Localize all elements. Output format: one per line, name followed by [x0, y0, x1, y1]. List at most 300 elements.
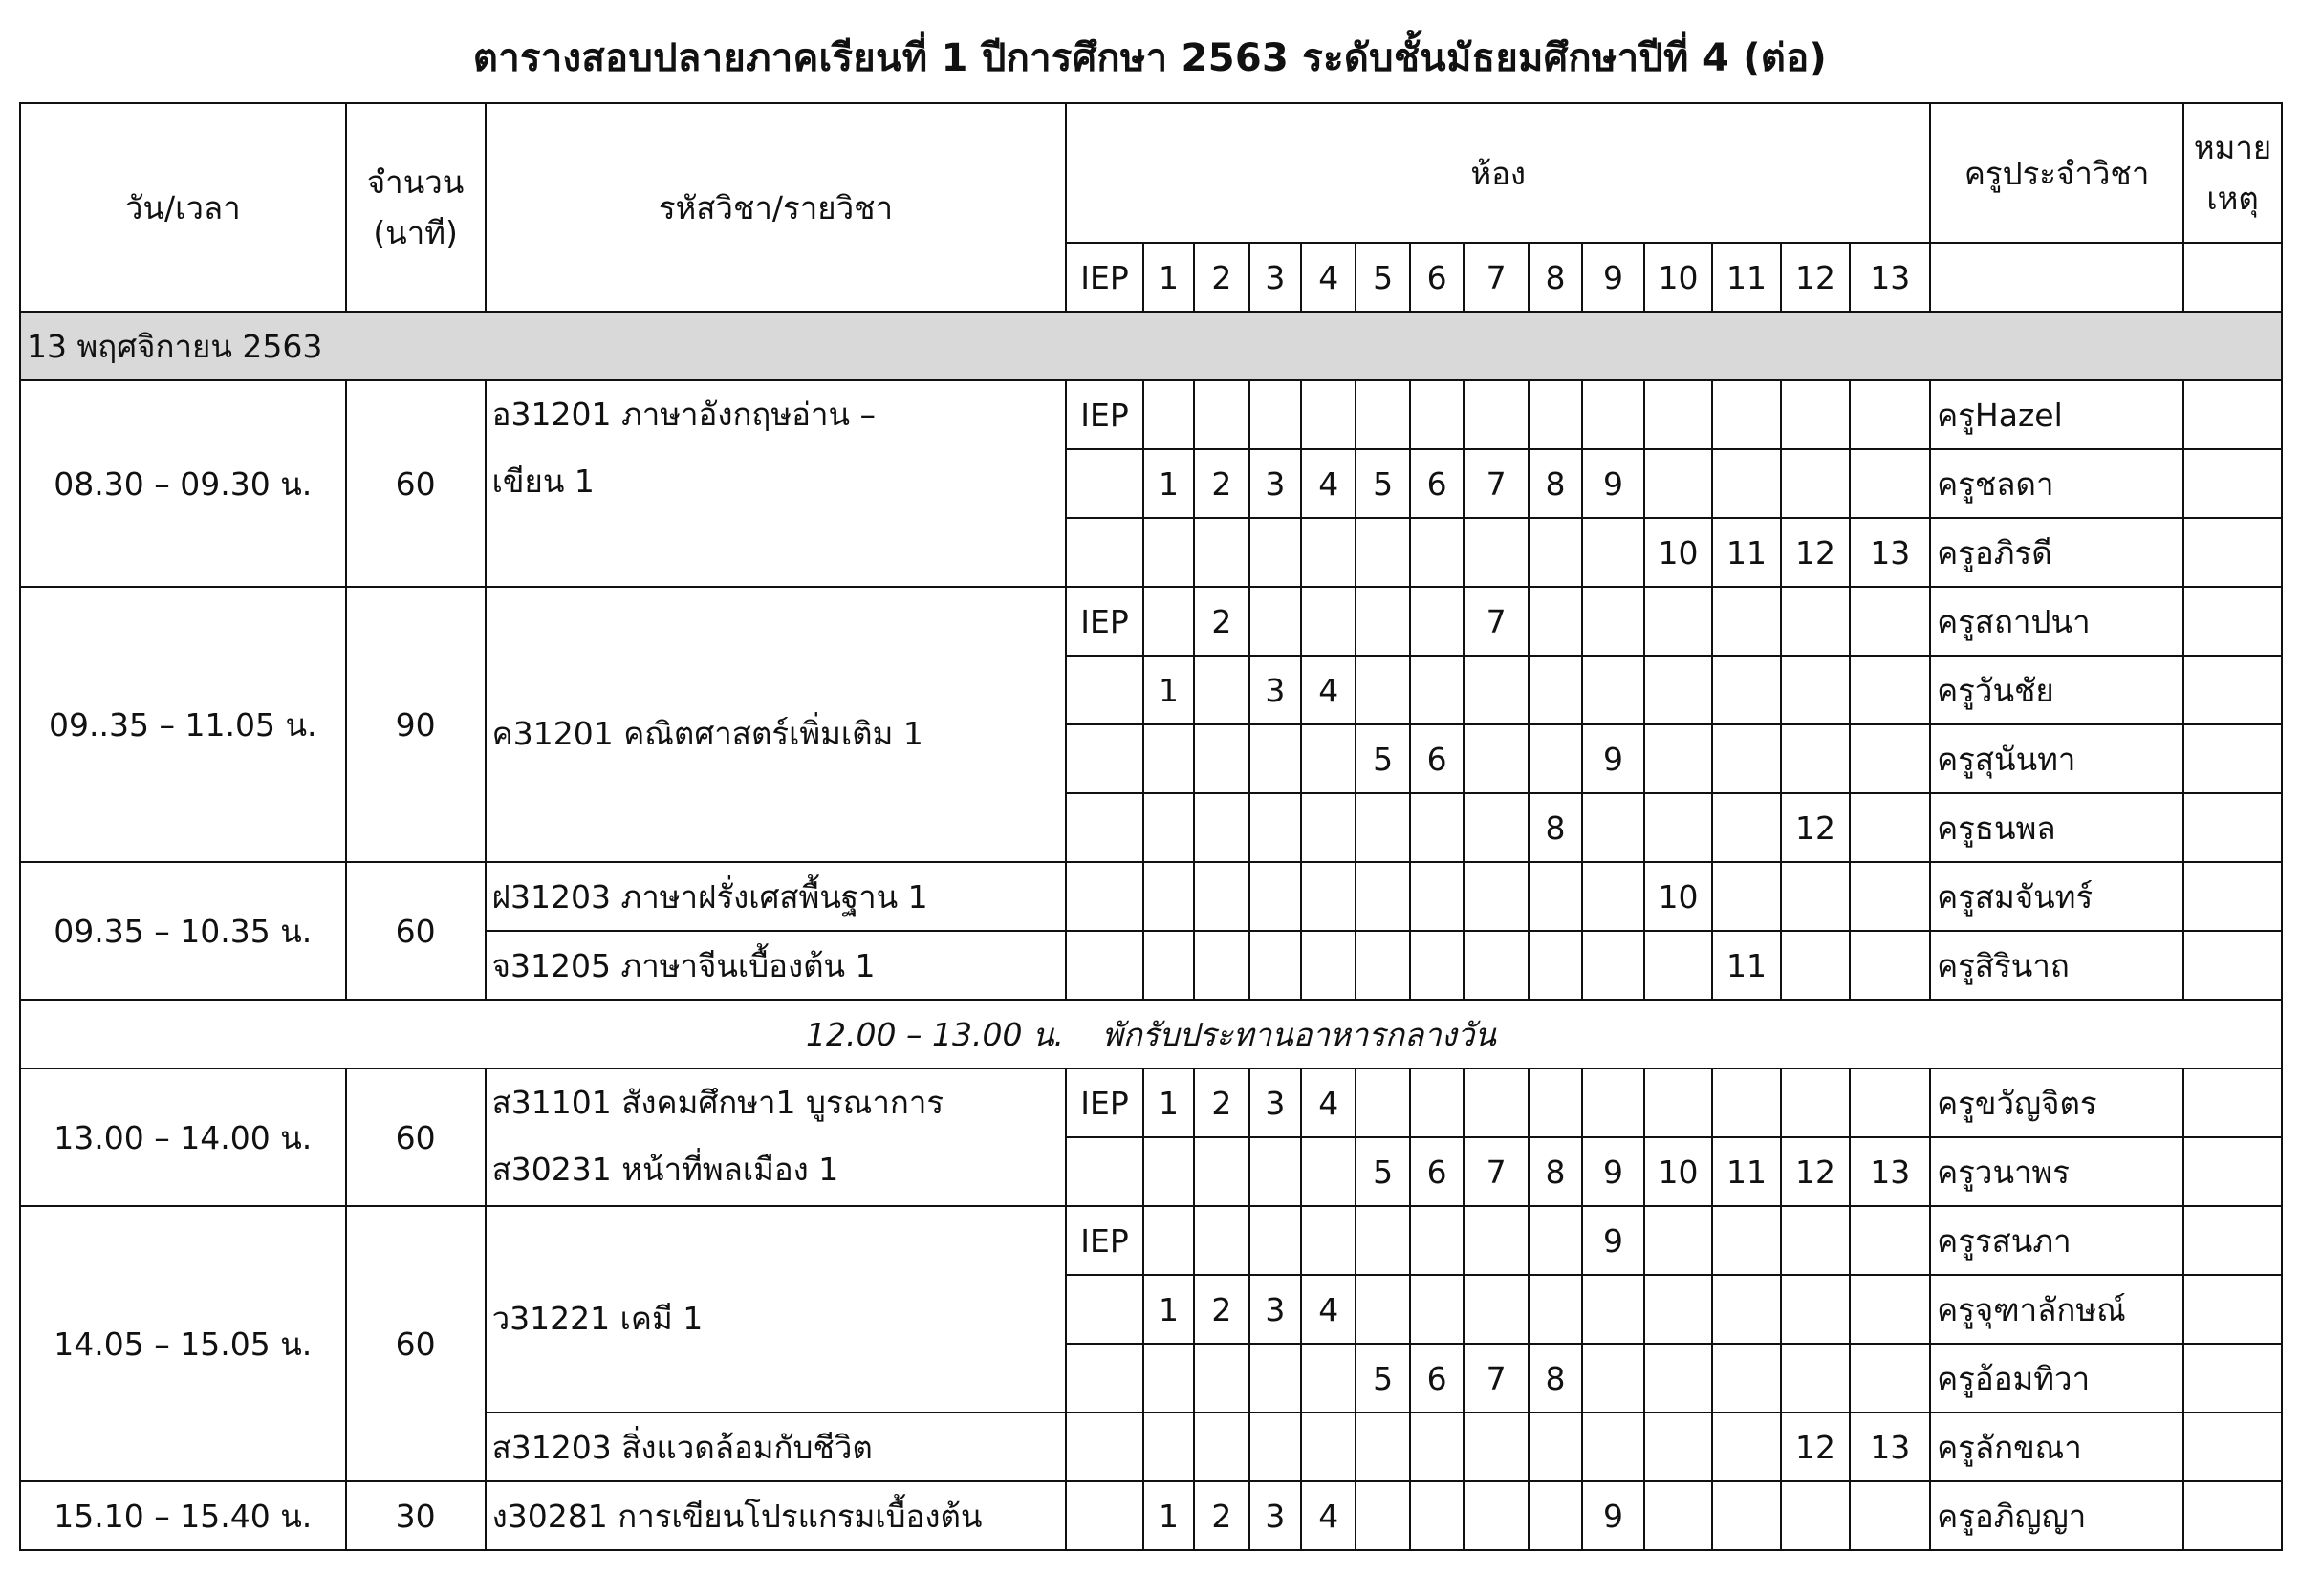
- room-cell: [1712, 380, 1781, 449]
- room-cell: [1582, 1275, 1643, 1344]
- room-cell: [1249, 380, 1301, 449]
- room-cell: [1143, 1137, 1194, 1206]
- room-cell: [1194, 862, 1248, 931]
- teacher-cell: ครูวันชัย: [1930, 656, 2183, 724]
- room-cell: [1066, 793, 1143, 862]
- room-cell: 8: [1529, 793, 1582, 862]
- room-cell: [1464, 1068, 1529, 1137]
- subject-cell: ค31201 คณิตศาสตร์เพิ่มเติม 1: [486, 587, 1067, 862]
- room-cell: [1356, 931, 1409, 1000]
- room-cell: [1712, 656, 1781, 724]
- room-cell: [1529, 380, 1582, 449]
- subject-line: ส30231 หน้าที่พลเมือง 1: [491, 1151, 839, 1188]
- room-cell: [1529, 862, 1582, 931]
- room-cell: 12: [1781, 1137, 1851, 1206]
- room-cell: [1712, 587, 1781, 656]
- remark-cell: [2183, 793, 2282, 862]
- room-cell: [1582, 1344, 1643, 1413]
- room-col-13: 13: [1850, 243, 1930, 312]
- room-cell: [1249, 724, 1301, 793]
- room-cell: [1582, 380, 1643, 449]
- teacher-cell: ครูรสนภา: [1930, 1206, 2183, 1275]
- room-cell: [1781, 1206, 1851, 1275]
- room-cell: [1301, 724, 1356, 793]
- room-cell: [1850, 793, 1930, 862]
- header-row: [20, 103, 2282, 243]
- room-cell: [1143, 862, 1194, 931]
- remark-cell: [2183, 1344, 2282, 1413]
- subject-cell: [486, 1068, 1067, 1206]
- header-remark-line2: เหตุ: [2206, 180, 2259, 217]
- header-duration-line2: (นาที): [373, 214, 458, 251]
- room-cell: 5: [1356, 1344, 1409, 1413]
- room-cell: [1301, 1413, 1356, 1481]
- room-cell: [1781, 724, 1851, 793]
- room-cell: 9: [1582, 1137, 1643, 1206]
- room-cell: [1529, 1068, 1582, 1137]
- teacher-cell: ครูสิรินาถ: [1930, 931, 2183, 1000]
- room-cell: [1066, 862, 1143, 931]
- room-cell: 3: [1249, 1481, 1301, 1550]
- room-col-7: 7: [1464, 243, 1529, 312]
- room-cell: [1781, 1068, 1851, 1137]
- room-cell: [1464, 1275, 1529, 1344]
- room-cell: [1712, 793, 1781, 862]
- room-cell: [1143, 1344, 1194, 1413]
- room-cell: [1143, 931, 1194, 1000]
- room-cell: [1301, 793, 1356, 862]
- room-cell: [1301, 380, 1356, 449]
- lunch-time: 12.00 – 13.00 น.: [806, 1015, 1065, 1053]
- subject-cell: จ31205 ภาษาจีนเบื้องต้น 1: [486, 931, 1067, 1000]
- room-cell: [1249, 587, 1301, 656]
- subject-cell: ฝ31203 ภาษาฝรั่งเศสพื้นฐาน 1: [486, 862, 1067, 931]
- subject-line: เขียน 1: [491, 463, 595, 500]
- minutes-cell: 30: [346, 1481, 486, 1550]
- room-cell: 11: [1712, 518, 1781, 587]
- room-cell: [1410, 1206, 1464, 1275]
- room-cell: [1850, 380, 1930, 449]
- room-cell: [1464, 518, 1529, 587]
- room-cell: [1249, 931, 1301, 1000]
- room-cell: [1301, 518, 1356, 587]
- room-col-5: 5: [1356, 243, 1409, 312]
- room-cell: [1249, 1413, 1301, 1481]
- remark-cell: [2183, 587, 2282, 656]
- room-cell: [1644, 1275, 1713, 1344]
- minutes-cell: 60: [346, 1206, 486, 1481]
- teacher-cell: ครูอภิรดี: [1930, 518, 2183, 587]
- lunch-text: พักรับประทานอาหารกลางวัน: [1102, 1015, 1496, 1053]
- room-cell: [1249, 793, 1301, 862]
- room-cell: [1143, 380, 1194, 449]
- room-cell: [1781, 1275, 1851, 1344]
- header-duration: [346, 103, 486, 312]
- room-cell: [1850, 724, 1930, 793]
- room-cell: 7: [1464, 1344, 1529, 1413]
- room-cell: [1066, 1344, 1143, 1413]
- time-cell: 15.10 – 15.40 น.: [20, 1481, 346, 1550]
- room-cell: [1644, 380, 1713, 449]
- room-cell: [1410, 1275, 1464, 1344]
- room-cell: [1582, 931, 1643, 1000]
- room-cell: [1529, 587, 1582, 656]
- room-cell: 3: [1249, 1275, 1301, 1344]
- room-cell: 6: [1410, 449, 1464, 518]
- room-cell: [1143, 518, 1194, 587]
- room-cell: [1464, 931, 1529, 1000]
- time-cell: 09..35 – 11.05 น.: [20, 587, 346, 862]
- room-cell: [1464, 1481, 1529, 1550]
- room-cell: [1712, 1068, 1781, 1137]
- room-cell: 7: [1464, 587, 1529, 656]
- teacher-cell: ครูสุนันทา: [1930, 724, 2183, 793]
- room-cell: [1644, 793, 1713, 862]
- room-cell: 7: [1464, 1137, 1529, 1206]
- room-cell: [1301, 1344, 1356, 1413]
- room-cell: [1356, 1481, 1409, 1550]
- room-cell: [1464, 724, 1529, 793]
- room-cell: [1781, 862, 1851, 931]
- room-cell: [1066, 724, 1143, 793]
- room-cell: 6: [1410, 1137, 1464, 1206]
- room-cell: [1529, 1275, 1582, 1344]
- remark-cell: [2183, 518, 2282, 587]
- room-cell: [1143, 1413, 1194, 1481]
- room-cell: [1582, 1413, 1643, 1481]
- remark-cell: [2183, 449, 2282, 518]
- room-cell: 10: [1644, 518, 1713, 587]
- room-col-12: 12: [1781, 243, 1851, 312]
- room-cell: 1: [1143, 1481, 1194, 1550]
- room-cell: [1410, 1481, 1464, 1550]
- room-cell: [1850, 862, 1930, 931]
- room-cell: [1644, 587, 1713, 656]
- room-cell: 2: [1194, 1481, 1248, 1550]
- room-cell: 4: [1301, 1275, 1356, 1344]
- room-cell: [1356, 1206, 1409, 1275]
- room-cell: [1529, 656, 1582, 724]
- header-rooms: ห้อง: [1066, 103, 1930, 243]
- header-subject: รหัสวิชา/รายวิชา: [486, 103, 1067, 312]
- remark-cell: [2183, 1206, 2282, 1275]
- room-cell: 4: [1301, 1068, 1356, 1137]
- room-cell: [1464, 1206, 1529, 1275]
- room-cell: [1143, 793, 1194, 862]
- header-duration-line1: จำนวน: [366, 163, 465, 201]
- room-cell: [1194, 656, 1248, 724]
- room-cell: [1301, 587, 1356, 656]
- room-cell: [1712, 1413, 1781, 1481]
- table-row: [20, 1481, 2282, 1550]
- teacher-cell: ครูวนาพร: [1930, 1137, 2183, 1206]
- teacher-cell: ครูลักขณา: [1930, 1413, 2183, 1481]
- room-cell: [1249, 1206, 1301, 1275]
- subject-cell: ว31221 เคมี 1: [486, 1206, 1067, 1413]
- room-cell: [1301, 1206, 1356, 1275]
- room-cell: [1529, 1481, 1582, 1550]
- room-cell: 5: [1356, 1137, 1409, 1206]
- room-cell: [1194, 518, 1248, 587]
- minutes-cell: 60: [346, 1068, 486, 1206]
- room-col-1: 1: [1143, 243, 1194, 312]
- room-cell: [1464, 1413, 1529, 1481]
- room-cell: [1356, 793, 1409, 862]
- table-row: [20, 1068, 2282, 1137]
- room-col-11: 11: [1712, 243, 1781, 312]
- room-cell: [1356, 1068, 1409, 1137]
- room-cell: [1143, 1206, 1194, 1275]
- room-cell: [1356, 862, 1409, 931]
- room-cell: [1644, 724, 1713, 793]
- room-cell: [1644, 1206, 1713, 1275]
- minutes-cell: 60: [346, 380, 486, 587]
- room-cell: [1249, 1137, 1301, 1206]
- room-cell: [1194, 380, 1248, 449]
- room-cell: [1781, 1481, 1851, 1550]
- room-cell: [1249, 518, 1301, 587]
- teacher-cell: ครูขวัญจิตร: [1930, 1068, 2183, 1137]
- room-cell: 1: [1143, 656, 1194, 724]
- room-cell: 1: [1143, 449, 1194, 518]
- room-cell: [1850, 931, 1930, 1000]
- room-cell: [1644, 1481, 1713, 1550]
- room-cell: [1066, 1137, 1143, 1206]
- room-cell: [1850, 1481, 1930, 1550]
- room-cell: [1712, 1206, 1781, 1275]
- room-cell: 2: [1194, 449, 1248, 518]
- teacher-cell: ครูอภิญญา: [1930, 1481, 2183, 1550]
- room-col-2: 2: [1194, 243, 1248, 312]
- room-cell: IEP: [1066, 380, 1143, 449]
- teacher-cell: ครูอ้อมทิวา: [1930, 1344, 2183, 1413]
- room-cell: [1194, 724, 1248, 793]
- room-cell: [1529, 931, 1582, 1000]
- room-cell: [1850, 656, 1930, 724]
- room-cell: 11: [1712, 931, 1781, 1000]
- room-col-4: 4: [1301, 243, 1356, 312]
- remark-cell: [2183, 724, 2282, 793]
- room-cell: [1066, 931, 1143, 1000]
- room-cell: [1249, 1344, 1301, 1413]
- room-cell: [1301, 931, 1356, 1000]
- room-col-10: 10: [1644, 243, 1713, 312]
- header-remark: [2183, 103, 2282, 243]
- room-cell: [1850, 1344, 1930, 1413]
- room-cell: [1464, 380, 1529, 449]
- room-cell: 10: [1644, 862, 1713, 931]
- subject-line: ส31101 สังคมศึกษา1 บูรณาการ: [491, 1084, 944, 1121]
- room-cell: [1781, 449, 1851, 518]
- subject-line: อ31201 ภาษาอังกฤษอ่าน –: [491, 396, 877, 433]
- teacher-cell: ครูสถาปนา: [1930, 587, 2183, 656]
- room-cell: [1356, 518, 1409, 587]
- room-cell: [1464, 656, 1529, 724]
- room-cell: [1410, 931, 1464, 1000]
- room-cell: [1194, 1413, 1248, 1481]
- room-cell: 13: [1850, 1137, 1930, 1206]
- header-remark-line1: หมาย: [2193, 129, 2272, 166]
- room-cell: [1529, 518, 1582, 587]
- room-col-8: 8: [1529, 243, 1582, 312]
- room-cell: 9: [1582, 724, 1643, 793]
- room-cell: 9: [1582, 1481, 1643, 1550]
- minutes-cell: 60: [346, 862, 486, 1000]
- room-col-9: 9: [1582, 243, 1643, 312]
- room-cell: 10: [1644, 1137, 1713, 1206]
- room-cell: [1066, 449, 1143, 518]
- room-cell: [1410, 862, 1464, 931]
- room-cell: 2: [1194, 587, 1248, 656]
- room-cell: [1194, 793, 1248, 862]
- room-cell: 6: [1410, 1344, 1464, 1413]
- room-cell: [1644, 1413, 1713, 1481]
- room-cell: 1: [1143, 1068, 1194, 1137]
- room-cell: [1194, 1206, 1248, 1275]
- room-cell: 2: [1194, 1068, 1248, 1137]
- header-teacher: ครูประจำวิชา: [1930, 103, 2183, 243]
- room-cell: [1582, 862, 1643, 931]
- room-cell: 8: [1529, 1137, 1582, 1206]
- room-cell: [1249, 862, 1301, 931]
- room-cell: [1781, 1344, 1851, 1413]
- room-cell: [1194, 931, 1248, 1000]
- room-cell: IEP: [1066, 1068, 1143, 1137]
- room-cell: 9: [1582, 449, 1643, 518]
- room-cell: [1644, 449, 1713, 518]
- room-cell: 4: [1301, 1481, 1356, 1550]
- minutes-cell: 90: [346, 587, 486, 862]
- room-cell: [1712, 1275, 1781, 1344]
- header-datetime: วัน/เวลา: [20, 103, 346, 312]
- room-cell: [1529, 724, 1582, 793]
- room-cell: 2: [1194, 1275, 1248, 1344]
- table-row: [20, 862, 2282, 931]
- room-cell: [1410, 656, 1464, 724]
- page-title: ตารางสอบปลายภาคเรียนที่ 1 ปีการศึกษา 2563 ระดับชั้นมัธยมศึกษาปีที่ 4 (ต่อ): [472, 36, 1828, 80]
- room-cell: [1410, 1068, 1464, 1137]
- room-cell: [1410, 793, 1464, 862]
- room-cell: [1066, 1275, 1143, 1344]
- room-cell: [1410, 587, 1464, 656]
- room-cell: [1644, 656, 1713, 724]
- room-cell: [1410, 1413, 1464, 1481]
- exam-date: 13 พฤศจิกายน 2563: [20, 312, 2282, 380]
- room-cell: [1781, 380, 1851, 449]
- table-row: [20, 1206, 2282, 1275]
- room-cell: [1356, 587, 1409, 656]
- time-cell: 08.30 – 09.30 น.: [20, 380, 346, 587]
- room-cell: [1066, 656, 1143, 724]
- lunch-break: [20, 1000, 2282, 1068]
- remark-cell: [2183, 1068, 2282, 1137]
- lunch-row: [20, 1000, 2282, 1068]
- room-cell: [1582, 1068, 1643, 1137]
- room-cell: 12: [1781, 1413, 1851, 1481]
- room-cell: 12: [1781, 518, 1851, 587]
- room-cell: 13: [1850, 518, 1930, 587]
- room-cell: [1066, 518, 1143, 587]
- room-cell: 4: [1301, 449, 1356, 518]
- remark-cell: [2183, 1275, 2282, 1344]
- date-row: [20, 312, 2282, 380]
- teacher-cell: ครูจุฑาลักษณ์: [1930, 1275, 2183, 1344]
- room-cell: [1712, 724, 1781, 793]
- room-cell: 5: [1356, 724, 1409, 793]
- room-cell: [1356, 656, 1409, 724]
- room-cell: 12: [1781, 793, 1851, 862]
- room-cell: 7: [1464, 449, 1529, 518]
- remark-cell: [2183, 1137, 2282, 1206]
- teacher-cell: ครูHazel: [1930, 380, 2183, 449]
- header-teacher-blank: [1930, 243, 2183, 312]
- room-cell: [1194, 1137, 1248, 1206]
- subject-cell: [486, 380, 1067, 587]
- exam-schedule-table: [19, 102, 2283, 1551]
- room-cell: [1066, 1413, 1143, 1481]
- room-cell: [1582, 587, 1643, 656]
- table-row: [20, 587, 2282, 656]
- room-cell: [1143, 587, 1194, 656]
- room-cell: [1712, 1344, 1781, 1413]
- room-cell: [1582, 793, 1643, 862]
- time-cell: 13.00 – 14.00 น.: [20, 1068, 346, 1206]
- teacher-cell: ครูธนพล: [1930, 793, 2183, 862]
- room-col-3: 3: [1249, 243, 1301, 312]
- room-cell: [1850, 1206, 1930, 1275]
- table-row: [20, 380, 2282, 449]
- remark-cell: [2183, 862, 2282, 931]
- room-cell: [1066, 1481, 1143, 1550]
- room-cell: 13: [1850, 1413, 1930, 1481]
- room-cell: 1: [1143, 1275, 1194, 1344]
- room-cell: [1301, 862, 1356, 931]
- time-cell: 09.35 – 10.35 น.: [20, 862, 346, 1000]
- room-cell: [1143, 724, 1194, 793]
- room-cell: 3: [1249, 449, 1301, 518]
- room-cell: [1301, 1137, 1356, 1206]
- remark-cell: [2183, 656, 2282, 724]
- room-cell: [1850, 1275, 1930, 1344]
- room-cell: [1356, 1413, 1409, 1481]
- subject-cell: ง30281 การเขียนโปรแกรมเบื้องต้น: [486, 1481, 1067, 1550]
- room-cell: 9: [1582, 1206, 1643, 1275]
- room-cell: [1464, 862, 1529, 931]
- room-cell: 8: [1529, 1344, 1582, 1413]
- room-cell: 8: [1529, 449, 1582, 518]
- room-cell: 6: [1410, 724, 1464, 793]
- room-cell: 5: [1356, 449, 1409, 518]
- room-cell: [1644, 1068, 1713, 1137]
- room-cell: [1529, 1413, 1582, 1481]
- room-cell: IEP: [1066, 1206, 1143, 1275]
- subject-cell: ส31203 สิ่งแวดล้อมกับชีวิต: [486, 1413, 1067, 1481]
- room-cell: [1464, 793, 1529, 862]
- room-cell: [1410, 518, 1464, 587]
- room-cell: [1410, 380, 1464, 449]
- room-cell: [1582, 518, 1643, 587]
- room-cell: 3: [1249, 1068, 1301, 1137]
- room-cell: [1781, 931, 1851, 1000]
- header-remark-blank: [2183, 243, 2282, 312]
- teacher-cell: ครูชลดา: [1930, 449, 2183, 518]
- remark-cell: [2183, 931, 2282, 1000]
- room-cell: [1712, 1481, 1781, 1550]
- room-cell: [1644, 931, 1713, 1000]
- room-cell: [1781, 656, 1851, 724]
- room-cell: [1356, 1275, 1409, 1344]
- room-cell: [1644, 1344, 1713, 1413]
